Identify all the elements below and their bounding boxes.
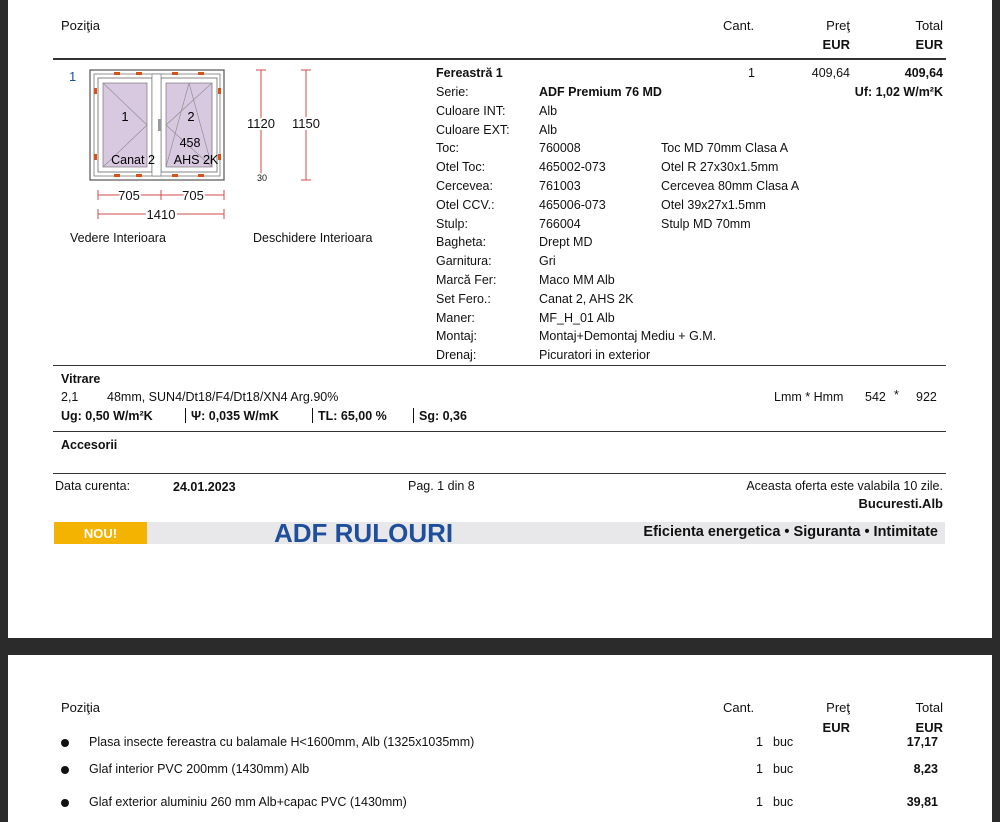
- vitrare-height: 922: [916, 390, 937, 404]
- accessory-qty: 1: [756, 795, 763, 809]
- item-total: 409,64: [904, 66, 943, 80]
- vitrare-divider: [53, 431, 946, 432]
- width-left: 705: [118, 188, 140, 203]
- width-total: 1410: [146, 207, 176, 222]
- spec-value: Maco MM Alb: [539, 273, 615, 287]
- spec-label: Serie:: [436, 85, 469, 99]
- vitrare-width: 542: [865, 390, 886, 404]
- spec-label: Set Fero.:: [436, 291, 491, 306]
- accessory-description: Glaf exterior aluminiu 260 mm Alb+capac PVC (1430mm): [89, 795, 407, 809]
- accessory-unit: buc: [773, 735, 794, 749]
- opening-label: Deschidere Interioara: [253, 231, 373, 245]
- spec-value: Canat 2, AHS 2K: [539, 291, 634, 306]
- p2-header-price-currency: EUR: [822, 720, 850, 735]
- promo-slogan: Eficienta energetica • Siguranta • Intimitate: [643, 524, 938, 540]
- p2-header-total-currency: EUR: [915, 720, 943, 735]
- spec-label: Montaj:: [436, 329, 477, 344]
- p2-header-price: Preţ: [826, 700, 850, 715]
- sash-right-type: AHS 2K: [173, 153, 219, 167]
- spec-value: Montaj+Demontaj Mediu + G.M.: [539, 329, 717, 344]
- validity-note: Aceasta oferta este valabila 10 zile.: [746, 479, 943, 493]
- spec-label: Otel CCV.:: [436, 197, 495, 212]
- accessory-qty: 1: [756, 762, 763, 776]
- header-qty: Cant.: [723, 18, 755, 33]
- p2-header-total: Total: [915, 700, 943, 715]
- spec-value: Alb: [539, 122, 558, 137]
- spec-value: ADF Premium 76 MD: [539, 85, 662, 99]
- spec-value: Drept MD: [539, 235, 593, 250]
- brand-name: ADF RULOURI: [274, 518, 454, 548]
- offer-page-2: [8, 655, 992, 822]
- header-total: Total: [915, 18, 943, 33]
- bullet-icon: [61, 766, 69, 774]
- spec-description: Stulp MD 70mm: [661, 216, 751, 231]
- spec-label: Stulp:: [436, 216, 468, 231]
- sash-left-type: Canat 2: [111, 153, 155, 167]
- spec-value: Picuratori in exterior: [539, 348, 651, 363]
- vitrare-glass: 48mm, SUN4/Dt18/F4/Dt18/XN4 Arg.90%: [107, 390, 339, 404]
- bullet-icon: [61, 739, 69, 747]
- vitrare-dim-label: Lmm * Hmm: [774, 390, 844, 404]
- specs-divider: [53, 365, 946, 366]
- spec-value: 465002-073: [539, 160, 606, 175]
- spec-value: Alb: [539, 103, 558, 118]
- date-label: Data curenta:: [55, 479, 131, 493]
- sash-right-number: 2: [187, 109, 195, 124]
- handle-icon: [158, 119, 161, 131]
- spec-description: Toc MD 70mm Clasa A: [661, 141, 789, 156]
- vitrare-ug: Ug: 0,50 W/m²K: [61, 409, 153, 423]
- width-right: 705: [182, 188, 204, 203]
- window-drawing: [78, 64, 398, 234]
- accesorii-divider: [53, 473, 946, 474]
- sill-dimension: 30: [256, 173, 268, 183]
- sash-dimension: 458: [179, 136, 201, 150]
- vitrare-times: *: [894, 388, 899, 402]
- spec-value: Gri: [539, 254, 556, 269]
- accessory-total: 39,81: [906, 795, 938, 809]
- vitrare-title: Vitrare: [61, 372, 101, 386]
- spec-value: 761003: [539, 179, 581, 193]
- accessory-unit: buc: [773, 795, 794, 809]
- spec-label: Culoare EXT:: [436, 122, 510, 137]
- spec-label: Garnitura:: [436, 254, 492, 269]
- accessory-total: 8,23: [913, 762, 938, 776]
- sash-left-number: 1: [121, 109, 129, 124]
- header-price: Preţ: [826, 18, 850, 33]
- item-title: Fereastră 1: [436, 66, 503, 80]
- spec-label: Marcă Fer:: [436, 273, 497, 287]
- spec-description: Otel R 27x30x1.5mm: [661, 160, 779, 175]
- accessory-description: Glaf interior PVC 200mm (1430mm) Alb: [89, 762, 310, 776]
- spec-value: 465006-073: [539, 197, 606, 212]
- header-total-currency: EUR: [915, 37, 943, 52]
- header-position: Poziţia: [61, 18, 101, 33]
- accessory-description: Plasa insecte fereastra cu balamale H<1600mm, Alb (1325x1035mm): [89, 735, 475, 749]
- height-inner: 1120: [247, 116, 275, 131]
- bullet-icon: [61, 799, 69, 807]
- spec-label: Maner:: [436, 310, 475, 325]
- spec-label: Bagheta:: [436, 235, 487, 250]
- accessory-unit: buc: [773, 762, 794, 776]
- spec-label: Culoare INT:: [436, 103, 506, 118]
- item-price: 409,64: [811, 66, 850, 80]
- item-number: 1: [69, 69, 77, 84]
- spec-label: Otel Toc:: [436, 160, 486, 175]
- spec-label: Cercevea:: [436, 179, 493, 193]
- accessory-total: 17,17: [906, 735, 938, 749]
- spec-label: Drenaj:: [436, 348, 477, 363]
- vitrare-psi: Ψ: 0,035 W/mK: [191, 409, 279, 423]
- vitrare-tl: TL: 65,00 %: [318, 409, 387, 423]
- accesorii-title: Accesorii: [61, 438, 118, 452]
- new-badge: NOU!: [54, 522, 147, 544]
- vitrare-code: 2,1: [61, 390, 79, 404]
- vitrare-sg: Sg: 0,36: [419, 409, 467, 423]
- branch-location: Bucuresti.Alb: [858, 496, 943, 511]
- item-qty: 1: [748, 66, 755, 80]
- header-price-currency: EUR: [822, 37, 850, 52]
- date-value: 24.01.2023: [173, 480, 236, 494]
- view-label: Vedere Interioara: [70, 231, 166, 245]
- header-divider: [53, 58, 946, 60]
- spec-value: 766004: [539, 216, 581, 231]
- p2-header-qty: Cant.: [723, 700, 755, 715]
- spec-value: 760008: [539, 141, 581, 156]
- height-outer: 1150: [292, 116, 320, 131]
- accessory-qty: 1: [756, 735, 763, 749]
- item-uf: Uf: 1,02 W/m²K: [854, 85, 943, 99]
- page-number: Pag. 1 din 8: [408, 479, 475, 493]
- spec-description: Otel 39x27x1.5mm: [661, 197, 766, 212]
- spec-label: Toc:: [436, 141, 459, 156]
- spec-description: Cercevea 80mm Clasa A: [661, 179, 800, 193]
- offer-page-1: [8, 0, 992, 638]
- spec-value: MF_H_01 Alb: [539, 310, 615, 325]
- p2-header-position: Poziţia: [61, 700, 101, 715]
